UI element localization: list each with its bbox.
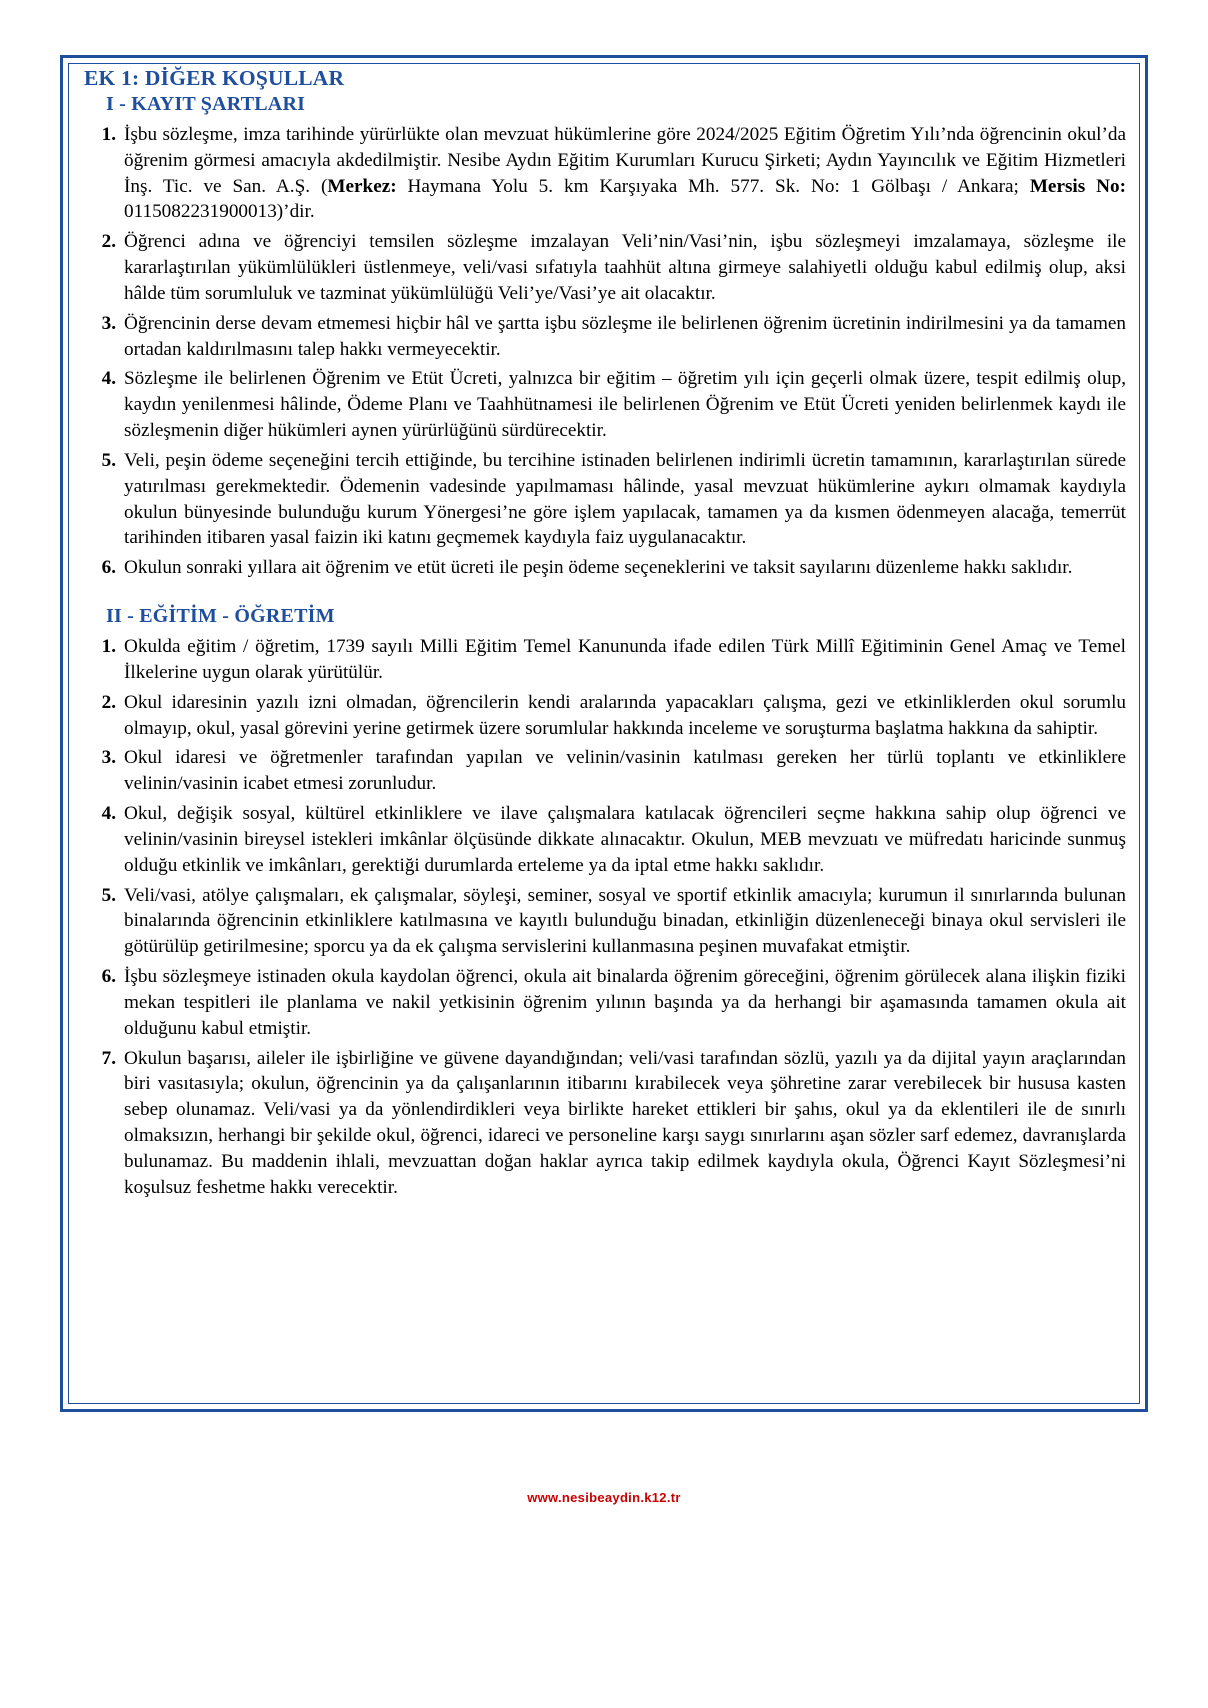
clause-number: 3. — [101, 747, 116, 769]
clause-text-run: Okul, değişik sosyal, kültürel etkinliklere ve ilave çalışmalara katılacak öğrencileri seçme hakkına sahip olup öğrenci ve velinin/vasinin bireysel istekleri imkânlar ölçüsünde dikkate alınacaktır. Okulun, MEB mevzuatı ve müfredatı haricinde sunmuş olduğu etkinlik ve imkânları, gerektiği durumlarda erteleme ya da iptal etme hakkı saklıdır. — [124, 803, 1126, 876]
clause-item — [84, 448, 1126, 551]
clause-text-run: Okulda eğitim / öğretim, 1739 sayılı Milli Eğitim Temel Kanununda ifade edilen Türk Millî Eğitiminin Genel Amaç ve Temel İlkelerine uygun olarak yürütülür. — [124, 636, 1126, 683]
clause-item — [84, 1046, 1126, 1201]
clause-item — [84, 366, 1126, 443]
clause-text-run: 0115082231900013)’dir. — [124, 201, 315, 223]
clause-text — [124, 231, 1126, 304]
clause-text — [124, 966, 1126, 1039]
clause-item — [84, 229, 1126, 306]
clause-text-run: Öğrencinin derse devam etmemesi hiçbir hâl ve şartta işbu sözleşme ile belirlenen öğrenim ücretinin indirilmesini ya da tamamen ortadan kaldırılmasını talep hakkı vermeyecektir. — [124, 312, 1126, 360]
clause-text-run: Haymana Yolu 5. km Karşıyaka Mh. 577. Sk. No: 1 Gölbaşı / Ankara; — [396, 175, 1030, 197]
clause-text-run: Veli, peşin ödeme seçeneğini tercih ettiğinde, bu tercihine istinaden belirlenen indirimli ücretin tamamının, kararlaştırılan sürede yatırılması gerekmektedir. Ödemenin vadesinde yapılmaması hâlinde, yasal mevzuat hükümlerine aykırı olmamak kaydıyla okulun bünyesinde bulunduğu kurum Yönergesi’ne göre işlem yapılacak, tamamen ya da kısmen ödenmeyen alacağa, temerrüt tarihinden itibaren yasal faizin iki katını geçmemek kaydıyla faiz uygulanacaktır. — [124, 449, 1126, 549]
clause-item — [84, 122, 1126, 225]
clause-text — [124, 636, 1126, 683]
clause-text — [124, 313, 1126, 360]
clause-text — [124, 557, 1072, 578]
clause-item — [84, 801, 1126, 878]
clause-text — [124, 1048, 1126, 1198]
clause-number: 7. — [101, 1047, 116, 1069]
clause-item — [84, 745, 1126, 797]
clause-text — [124, 692, 1126, 739]
clause-item — [84, 883, 1126, 960]
clause-item — [84, 634, 1126, 686]
clause-text-run: Sözleşme ile belirlenen Öğrenim ve Etüt Ücreti, yalnızca bir eğitim – öğretim yılı için geçerli olmak üzere, tespit edilmiş olup, kaydın yenilenmesi hâlinde, Ödeme Planı ve Taahhütnamesi ile belirlenen Öğrenim ve Etüt Ücreti yeniden belirlenmek kaydı ile sözleşmenin diğer hükümleri aynen yürürlüğünü sürdürecektir. — [124, 368, 1126, 442]
clause-text — [124, 803, 1126, 876]
clause-number: 1. — [101, 124, 116, 145]
section-heading-2: II - EĞİTİM - ÖĞRETİM — [106, 605, 335, 628]
clause-item — [84, 690, 1126, 742]
clause-text — [124, 885, 1126, 958]
clause-number: 3. — [101, 312, 116, 334]
clause-list-section-1 — [84, 122, 1126, 581]
clause-number: 2. — [101, 231, 116, 253]
clause-number: 5. — [101, 884, 116, 906]
clause-text-bold: Mersis No: — [1029, 175, 1126, 197]
clause-item — [84, 964, 1126, 1041]
clause-number: 5. — [101, 449, 116, 471]
clause-number: 6. — [101, 557, 116, 579]
clause-text-run: İşbu sözleşme, imza tarihinde yürürlükte olan mevzuat hükümlerine göre 2024/2025 Eğitim Öğretim Yılı’nda öğrencinin okul’da öğrenim görmesi amacıyla akdedilmiştir. Nesibe Aydın Eğitim Kurumları Kurucu Şirketi; Aydın Yayıncılık ve Eğitim Hizmetleri İnş. Tic. ve San. A.Ş. ( — [124, 124, 1126, 197]
clause-text-run: İşbu sözleşmeye istinaden okula kaydolan öğrenci, okula ait binalarda öğrenim göreceğini, öğrenim görülecek alana ilişkin fiziki mekan tespitleri ile planlama ve nakil yetkisinin öğrenim yılının başında ya da herhangi bir aşamasında tamamen okula ait olduğunu kabul etmiştir. — [124, 966, 1126, 1039]
clause-item — [84, 555, 1126, 581]
document-content — [84, 66, 1126, 1204]
clause-text — [124, 450, 1126, 548]
page-title: EK 1: DİĞER KOŞULLAR — [84, 66, 345, 90]
section-heading-1: I - KAYIT ŞARTLARI — [106, 93, 306, 115]
clause-number: 6. — [101, 966, 116, 988]
clause-text-run: Okul idaresinin yazılı izni olmadan, öğrencilerin kendi aralarında yapacakları çalışma, gezi ve etkinliklerden okul sorumlu olmayıp, okul, yasal görevini yerine getirmek üzere sorumlular hakkında inceleme ve soruşturma başlatma hakkına da sahiptir. — [124, 691, 1126, 739]
clause-item — [84, 311, 1126, 363]
clause-list-section-2 — [84, 634, 1126, 1200]
clause-text-run: Okul idaresi ve öğretmenler tarafından yapılan ve velinin/vasinin katılması gereken her türlü toplantı ve etkinliklere velinin/vasinin icabet etmesi zorunludur. — [124, 747, 1126, 795]
footer-website[interactable]: www.nesibeaydin.k12.tr — [527, 1490, 681, 1505]
clause-text — [124, 747, 1126, 794]
clause-text-run: Okulun sonraki yıllara ait öğrenim ve etüt ücreti ile peşin ödeme seçeneklerini ve taksit sayılarını düzenleme hakkı saklıdır. — [124, 557, 1073, 579]
clause-text — [124, 368, 1126, 441]
clause-number: 2. — [101, 691, 116, 713]
clause-text-run: Öğrenci adına ve öğrenciyi temsilen sözleşme imzalayan Veli’nin/Vasi’nin, işbu sözleşmeyi imzalamaya, sözleşme ile kararlaştırılan yükümlülükleri üstlenmeye, veli/vasi sıfatıyla taahhüt altına girmeye salahiyetli olduğu kabul edilmiş olup, aksi hâlde tüm sorumluluk ve tazminat yükümlülüğü Veli’ye/Vasi’ye ait olacaktır. — [124, 231, 1126, 304]
clause-text-bold: Merkez: — [327, 175, 397, 197]
clause-number: 4. — [101, 368, 116, 390]
clause-text — [124, 124, 1126, 222]
clause-number: 4. — [101, 803, 116, 825]
clause-text-run: Veli/vasi, atölye çalışmaları, ek çalışmalar, söyleşi, seminer, sosyal ve sportif etkinlik amacıyla; kurumun il sınırlarında bulunan binalarında öğrencinin etkinliklere katılmasına ve kayıtlı bulunduğu binadan, etkinliğin düzenleneceği binaya okul servisleri ile götürülüp getirilmesine; sporcu ya da ek çalışma servislerini kullanmasına peşinen muvafakat etmiştir. — [124, 884, 1126, 958]
clause-number: 1. — [101, 636, 116, 658]
clause-text-run: Okulun başarısı, aileler ile işbirliğine ve güvene dayandığından; veli/vasi tarafından sözlü, yazılı ya da dijital yayın araçlarından biri vasıtasıyla; okulun, öğrencinin ya da çalışanlarının itibarını kırabilecek veya şöhretine zarar verebilecek bir hususa kasten sebep olunamaz. Veli/vasi ya da yönlendirdikleri veya birlikte hareket ettikleri bir şahıs, okul ya da eklentileri ile de sınırlı olmaksızın, herhangi bir şekilde okul, öğrenci, idareci ve personeline karşı saygı sınırlarını aşan sözler sarf edemez, davranışlarda bulunamaz. Bu maddenin ihlali, mevzuattan doğan haklar ayrıca takip edilmek kaydıyla okula, Öğrenci Kayıt Sözleşmesi’ni koşulsuz feshetme hakkı verecektir. — [124, 1047, 1126, 1198]
